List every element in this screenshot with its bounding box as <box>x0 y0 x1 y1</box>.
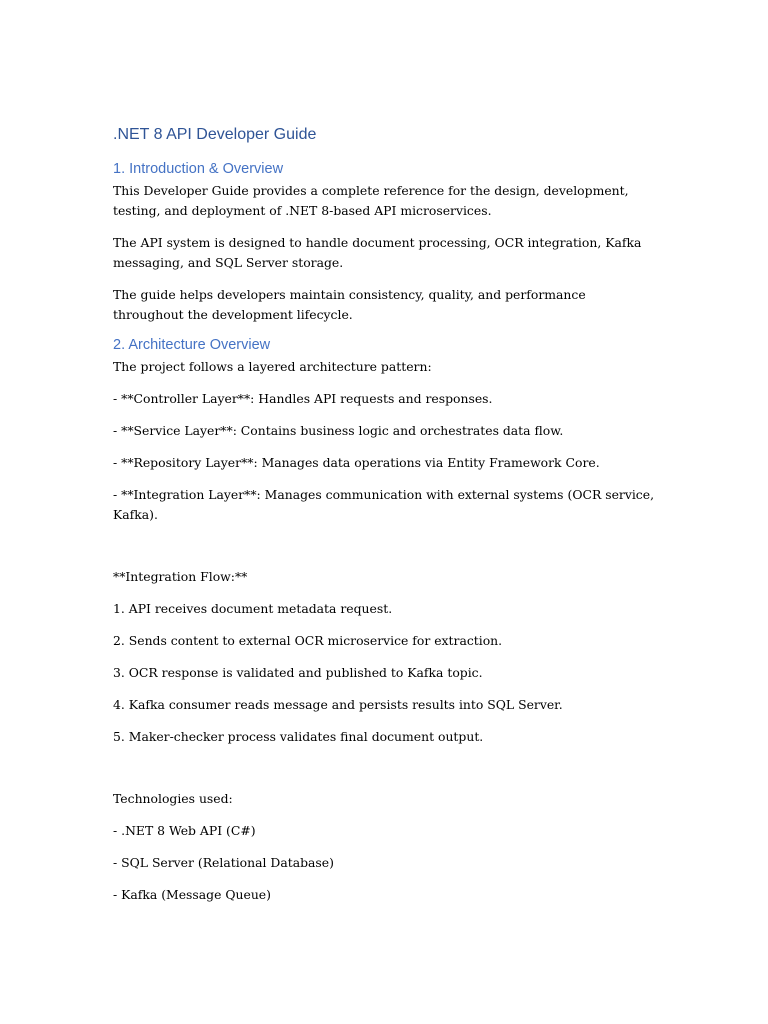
spacer <box>113 759 658 789</box>
intro-paragraph: The guide helps developers maintain consistency, quality, and performance throughout the development lifecycle. <box>113 287 586 322</box>
integration-flow-heading: **Integration Flow:** <box>113 569 248 584</box>
technology-item: - SQL Server (Relational Database) <box>113 855 334 870</box>
layer-item: - **Service Layer**: Contains business logic and orchestrates data flow. <box>113 423 564 438</box>
layer-item: - **Controller Layer**: Handles API requests and responses. <box>113 391 493 406</box>
document-body <box>113 125 658 917</box>
technology-item: - Kafka (Message Queue) <box>113 887 271 902</box>
spacer <box>113 537 658 567</box>
flow-step: 2. Sends content to external OCR microservice for extraction. <box>113 633 503 648</box>
flow-step: 3. OCR response is validated and published to Kafka topic. <box>113 665 483 680</box>
section-heading-introduction: 1. Introduction & Overview <box>113 161 284 177</box>
technology-item: - .NET 8 Web API (C#) <box>113 823 256 838</box>
technologies-heading: Technologies used: <box>113 791 233 806</box>
layer-item: - **Repository Layer**: Manages data operations via Entity Framework Core. <box>113 455 600 470</box>
flow-step: 1. API receives document metadata request. <box>113 601 393 616</box>
layer-item: - **Integration Layer**: Manages communication with external systems (OCR service, Kafka). <box>113 487 655 522</box>
intro-paragraph: This Developer Guide provides a complete reference for the design, development, testing, and deployment of .NET 8-based API microservices. <box>113 183 629 218</box>
flow-step: 5. Maker-checker process validates final document output. <box>113 729 484 744</box>
intro-paragraph: The API system is designed to handle document processing, OCR integration, Kafka messaging, and SQL Server storage. <box>113 235 642 270</box>
document-title: .NET 8 API Developer Guide <box>113 126 317 143</box>
architecture-intro: The project follows a layered architecture pattern: <box>113 359 432 374</box>
section-heading-architecture: 2. Architecture Overview <box>113 337 271 353</box>
flow-step: 4. Kafka consumer reads message and persists results into SQL Server. <box>113 697 563 712</box>
